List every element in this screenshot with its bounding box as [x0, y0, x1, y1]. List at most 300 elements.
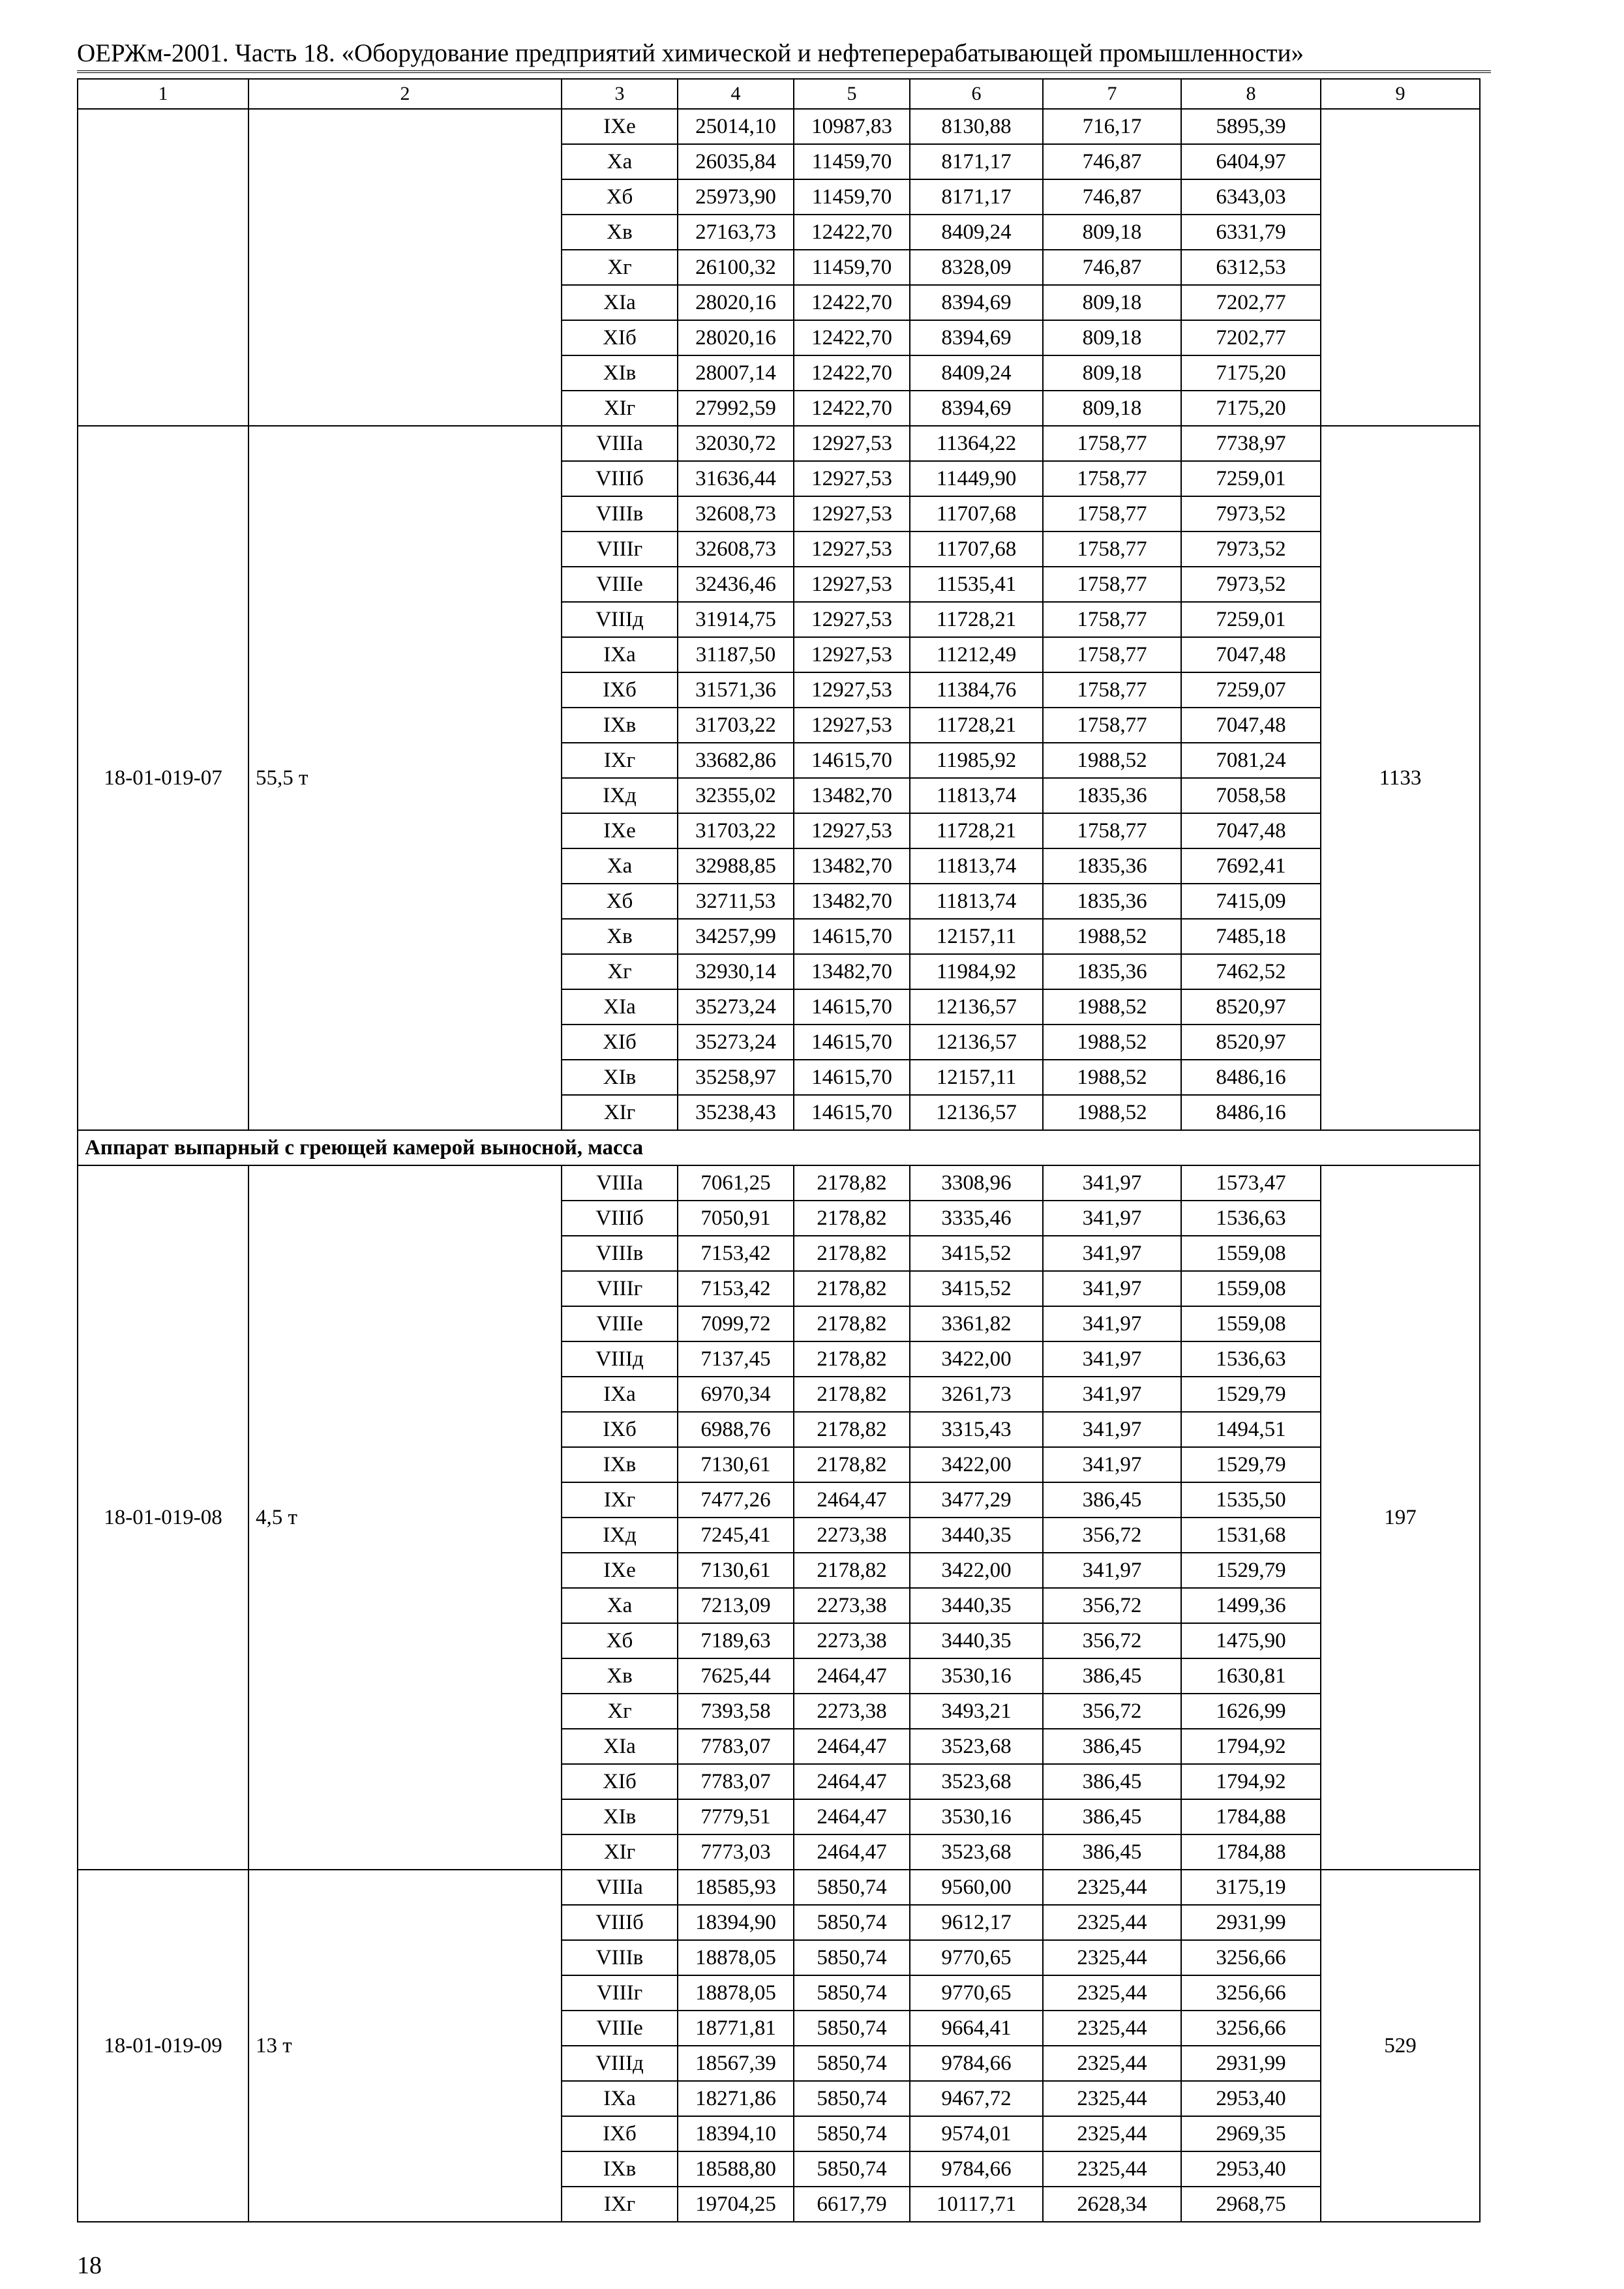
value-cell: 7137,45 [678, 1341, 794, 1377]
zone-cell: VIIIe [562, 2011, 678, 2046]
value-cell: 28020,16 [678, 320, 794, 355]
value-cell: 1494,51 [1181, 1412, 1321, 1447]
value-cell: 5850,74 [794, 1870, 910, 1905]
value-cell: 3261,73 [910, 1377, 1043, 1412]
value-cell: 18585,93 [678, 1870, 794, 1905]
code-cell [78, 109, 248, 426]
value-cell: 28007,14 [678, 355, 794, 391]
table-row [78, 1165, 1480, 1201]
value-cell: 11728,21 [910, 602, 1043, 637]
value-cell: 9612,17 [910, 1905, 1043, 1940]
zone-cell: VIIIa [562, 1870, 678, 1905]
value-cell: 27992,59 [678, 391, 794, 426]
zone-cell: Xa [562, 144, 678, 179]
value-cell: 32930,14 [678, 954, 794, 989]
value-cell: 11985,92 [910, 743, 1043, 778]
column-number: 7 [1043, 79, 1181, 109]
value-cell: 7692,41 [1181, 848, 1321, 884]
zone-cell: VIIIд [562, 2046, 678, 2081]
value-cell: 33682,86 [678, 743, 794, 778]
zone-cell: IXe [562, 813, 678, 848]
value-cell: 1988,52 [1043, 919, 1181, 954]
value-cell: 809,18 [1043, 285, 1181, 320]
value-cell: 12927,53 [794, 672, 910, 708]
zone-cell: Xб [562, 1623, 678, 1658]
value-cell: 3422,00 [910, 1341, 1043, 1377]
value-cell: 1784,88 [1181, 1834, 1321, 1870]
zone-cell: IXa [562, 2081, 678, 2116]
value-cell: 7773,03 [678, 1834, 794, 1870]
value-cell: 2325,44 [1043, 2011, 1181, 2046]
value-cell: 5850,74 [794, 2081, 910, 2116]
zone-cell: IXв [562, 708, 678, 743]
value-cell: 2178,82 [794, 1341, 910, 1377]
value-cell: 341,97 [1043, 1412, 1181, 1447]
value-cell: 9664,41 [910, 2011, 1043, 2046]
value-cell: 5850,74 [794, 2116, 910, 2151]
value-cell: 11813,74 [910, 884, 1043, 919]
value-cell: 31914,75 [678, 602, 794, 637]
value-cell: 386,45 [1043, 1834, 1181, 1870]
value-cell: 1630,81 [1181, 1658, 1321, 1694]
value-cell: 1835,36 [1043, 778, 1181, 813]
table-row [78, 109, 1480, 144]
value-cell: 1758,77 [1043, 672, 1181, 708]
value-cell: 1835,36 [1043, 884, 1181, 919]
value-cell: 34257,99 [678, 919, 794, 954]
zone-cell: IXe [562, 1553, 678, 1588]
zone-cell: VIIIд [562, 602, 678, 637]
value-cell: 3415,52 [910, 1271, 1043, 1306]
zone-cell: IXг [562, 2187, 678, 2222]
value-cell: 12927,53 [794, 602, 910, 637]
value-cell: 3440,35 [910, 1588, 1043, 1623]
value-cell: 3256,66 [1181, 2011, 1321, 2046]
value-cell: 2464,47 [794, 1764, 910, 1799]
value-cell: 746,87 [1043, 144, 1181, 179]
zone-cell: IXг [562, 1482, 678, 1518]
value-cell: 1529,79 [1181, 1377, 1321, 1412]
page-number: 18 [77, 2252, 102, 2279]
value-cell: 341,97 [1043, 1377, 1181, 1412]
zone-cell: VIIIe [562, 567, 678, 602]
value-cell: 13482,70 [794, 848, 910, 884]
value-cell: 11449,90 [910, 461, 1043, 496]
value-cell: 26035,84 [678, 144, 794, 179]
zone-cell: Xв [562, 919, 678, 954]
value-cell: 7061,25 [678, 1165, 794, 1201]
value-cell: 3315,43 [910, 1412, 1043, 1447]
value-cell: 341,97 [1043, 1201, 1181, 1236]
value-cell: 1475,90 [1181, 1623, 1321, 1658]
value-cell: 7259,01 [1181, 461, 1321, 496]
value-cell: 12422,70 [794, 391, 910, 426]
value-cell: 3308,96 [910, 1165, 1043, 1201]
value-cell: 11707,68 [910, 531, 1043, 567]
value-cell: 2325,44 [1043, 1940, 1181, 1975]
value-cell: 3440,35 [910, 1518, 1043, 1553]
price-table [77, 78, 1481, 2222]
zone-cell: VIIIa [562, 1165, 678, 1201]
value-cell: 8394,69 [910, 285, 1043, 320]
column-number: 1 [78, 79, 248, 109]
table-row [78, 1870, 1480, 1905]
value-cell: 341,97 [1043, 1553, 1181, 1588]
value-cell: 12927,53 [794, 496, 910, 531]
value-cell: 12927,53 [794, 637, 910, 672]
value-cell: 7202,77 [1181, 320, 1321, 355]
value-cell: 32988,85 [678, 848, 794, 884]
value-cell: 12157,11 [910, 919, 1043, 954]
zone-cell: IXв [562, 1447, 678, 1482]
document-header: ОЕРЖм-2001. Часть 18. «Оборудование предприятий химической и нефтеперерабатывающей промышленности» [77, 38, 1491, 73]
value-cell: 8171,17 [910, 179, 1043, 215]
value-cell: 7973,52 [1181, 531, 1321, 567]
value-cell: 3493,21 [910, 1694, 1043, 1729]
column-number: 9 [1321, 79, 1480, 109]
value-cell: 1988,52 [1043, 743, 1181, 778]
value-cell: 2178,82 [794, 1553, 910, 1588]
zone-cell: VIIIв [562, 1940, 678, 1975]
value-cell: 35273,24 [678, 1025, 794, 1060]
value-cell: 7202,77 [1181, 285, 1321, 320]
value-cell: 3530,16 [910, 1658, 1043, 1694]
value-cell: 809,18 [1043, 215, 1181, 250]
value-cell: 5850,74 [794, 1975, 910, 2011]
mass-cell: 4,5 т [248, 1165, 562, 1870]
value-cell: 1794,92 [1181, 1729, 1321, 1764]
value-cell: 8409,24 [910, 355, 1043, 391]
value-cell: 25014,10 [678, 109, 794, 144]
zone-cell: VIIIг [562, 1271, 678, 1306]
value-cell: 14615,70 [794, 989, 910, 1025]
zone-cell: XIa [562, 989, 678, 1025]
value-cell: 3422,00 [910, 1553, 1043, 1588]
value-cell: 7099,72 [678, 1306, 794, 1341]
value-cell: 7783,07 [678, 1764, 794, 1799]
value-cell: 1531,68 [1181, 1518, 1321, 1553]
value-cell: 3477,29 [910, 1482, 1043, 1518]
value-cell: 3415,52 [910, 1236, 1043, 1271]
zone-cell: XIб [562, 1025, 678, 1060]
value-cell: 2464,47 [794, 1482, 910, 1518]
zone-cell: XIг [562, 1095, 678, 1130]
value-cell: 2178,82 [794, 1165, 910, 1201]
value-cell: 8328,09 [910, 250, 1043, 285]
value-cell: 1758,77 [1043, 637, 1181, 672]
value-cell: 13482,70 [794, 884, 910, 919]
value-cell: 12927,53 [794, 567, 910, 602]
zone-cell: Xг [562, 954, 678, 989]
zone-cell: IXa [562, 1377, 678, 1412]
value-cell: 1758,77 [1043, 708, 1181, 743]
mass-cell: 55,5 т [248, 426, 562, 1130]
zone-cell: XIa [562, 285, 678, 320]
value-cell: 1835,36 [1043, 848, 1181, 884]
value-cell: 18394,10 [678, 2116, 794, 2151]
value-cell: 1784,88 [1181, 1799, 1321, 1834]
value-cell: 9574,01 [910, 2116, 1043, 2151]
value-cell: 356,72 [1043, 1623, 1181, 1658]
value-cell: 2464,47 [794, 1799, 910, 1834]
col9-cell: 1133 [1321, 426, 1480, 1130]
zone-cell: XIв [562, 1060, 678, 1095]
value-cell: 5850,74 [794, 2151, 910, 2187]
value-cell: 9467,72 [910, 2081, 1043, 2116]
value-cell: 9770,65 [910, 1940, 1043, 1975]
value-cell: 386,45 [1043, 1729, 1181, 1764]
zone-cell: XIa [562, 1729, 678, 1764]
value-cell: 2464,47 [794, 1658, 910, 1694]
zone-cell: VIIIa [562, 426, 678, 461]
value-cell: 2178,82 [794, 1271, 910, 1306]
table-row [78, 426, 1480, 461]
value-cell: 35273,24 [678, 989, 794, 1025]
value-cell: 8171,17 [910, 144, 1043, 179]
value-cell: 11364,22 [910, 426, 1043, 461]
zone-cell: Xa [562, 848, 678, 884]
value-cell: 32436,46 [678, 567, 794, 602]
zone-cell: VIIIг [562, 531, 678, 567]
value-cell: 386,45 [1043, 1799, 1181, 1834]
value-cell: 12927,53 [794, 426, 910, 461]
value-cell: 11728,21 [910, 708, 1043, 743]
code-cell: 18-01-019-09 [78, 1870, 248, 2222]
value-cell: 7973,52 [1181, 567, 1321, 602]
value-cell: 3361,82 [910, 1306, 1043, 1341]
value-cell: 7783,07 [678, 1729, 794, 1764]
value-cell: 7189,63 [678, 1623, 794, 1658]
value-cell: 2178,82 [794, 1306, 910, 1341]
value-cell: 1988,52 [1043, 989, 1181, 1025]
zone-cell: IXв [562, 2151, 678, 2187]
value-cell: 7175,20 [1181, 391, 1321, 426]
code-cell: 18-01-019-08 [78, 1165, 248, 1870]
value-cell: 2464,47 [794, 1729, 910, 1764]
value-cell: 6970,34 [678, 1377, 794, 1412]
value-cell: 7462,52 [1181, 954, 1321, 989]
value-cell: 12136,57 [910, 1095, 1043, 1130]
value-cell: 7153,42 [678, 1236, 794, 1271]
value-cell: 3530,16 [910, 1799, 1043, 1834]
value-cell: 26100,32 [678, 250, 794, 285]
value-cell: 2273,38 [794, 1518, 910, 1553]
value-cell: 11813,74 [910, 848, 1043, 884]
value-cell: 6312,53 [1181, 250, 1321, 285]
zone-cell: IXб [562, 672, 678, 708]
zone-cell: IXa [562, 637, 678, 672]
value-cell: 11459,70 [794, 179, 910, 215]
value-cell: 341,97 [1043, 1236, 1181, 1271]
zone-cell: Xв [562, 215, 678, 250]
value-cell: 7973,52 [1181, 496, 1321, 531]
value-cell: 341,97 [1043, 1165, 1181, 1201]
zone-cell: IXд [562, 1518, 678, 1553]
zone-cell: VIIIб [562, 1201, 678, 1236]
value-cell: 3256,66 [1181, 1975, 1321, 2011]
col9-cell [1321, 109, 1480, 426]
mass-cell [248, 109, 562, 426]
value-cell: 11459,70 [794, 144, 910, 179]
value-cell: 1758,77 [1043, 602, 1181, 637]
value-cell: 746,87 [1043, 250, 1181, 285]
value-cell: 6617,79 [794, 2187, 910, 2222]
value-cell: 2273,38 [794, 1588, 910, 1623]
value-cell: 1626,99 [1181, 1694, 1321, 1729]
value-cell: 11984,92 [910, 954, 1043, 989]
value-cell: 10987,83 [794, 109, 910, 144]
value-cell: 12927,53 [794, 461, 910, 496]
zone-cell: IXб [562, 2116, 678, 2151]
value-cell: 19704,25 [678, 2187, 794, 2222]
value-cell: 7259,07 [1181, 672, 1321, 708]
value-cell: 2968,75 [1181, 2187, 1321, 2222]
zone-cell: VIIIв [562, 496, 678, 531]
value-cell: 1835,36 [1043, 954, 1181, 989]
value-cell: 28020,16 [678, 285, 794, 320]
value-cell: 2325,44 [1043, 1975, 1181, 2011]
col9-cell: 197 [1321, 1165, 1480, 1870]
zone-cell: IXд [562, 778, 678, 813]
value-cell: 14615,70 [794, 919, 910, 954]
value-cell: 9770,65 [910, 1975, 1043, 2011]
value-cell: 1536,63 [1181, 1341, 1321, 1377]
value-cell: 18394,90 [678, 1905, 794, 1940]
value-cell: 8130,88 [910, 109, 1043, 144]
value-cell: 7130,61 [678, 1447, 794, 1482]
zone-cell: VIIIб [562, 461, 678, 496]
value-cell: 32608,73 [678, 531, 794, 567]
value-cell: 11212,49 [910, 637, 1043, 672]
value-cell: 18271,86 [678, 2081, 794, 2116]
value-cell: 1535,50 [1181, 1482, 1321, 1518]
table-body [78, 79, 1480, 2222]
zone-cell: XIг [562, 1834, 678, 1870]
value-cell: 3256,66 [1181, 1940, 1321, 1975]
value-cell: 11459,70 [794, 250, 910, 285]
value-cell: 3523,68 [910, 1764, 1043, 1799]
value-cell: 12422,70 [794, 285, 910, 320]
value-cell: 7415,09 [1181, 884, 1321, 919]
zone-cell: Xг [562, 250, 678, 285]
zone-cell: VIIIб [562, 1905, 678, 1940]
value-cell: 341,97 [1043, 1271, 1181, 1306]
value-cell: 8520,97 [1181, 989, 1321, 1025]
section-title: Аппарат выпарный с греющей камерой выносной, масса [78, 1130, 1480, 1165]
value-cell: 1758,77 [1043, 496, 1181, 531]
value-cell: 2178,82 [794, 1377, 910, 1412]
value-cell: 14615,70 [794, 743, 910, 778]
value-cell: 2953,40 [1181, 2151, 1321, 2187]
value-cell: 10117,71 [910, 2187, 1043, 2222]
zone-cell: Xв [562, 1658, 678, 1694]
value-cell: 809,18 [1043, 320, 1181, 355]
value-cell: 7213,09 [678, 1588, 794, 1623]
value-cell: 7245,41 [678, 1518, 794, 1553]
value-cell: 5850,74 [794, 2011, 910, 2046]
value-cell: 12422,70 [794, 355, 910, 391]
value-cell: 8486,16 [1181, 1095, 1321, 1130]
value-cell: 12927,53 [794, 813, 910, 848]
value-cell: 18771,81 [678, 2011, 794, 2046]
code-cell: 18-01-019-07 [78, 426, 248, 1130]
value-cell: 2325,44 [1043, 2151, 1181, 2187]
value-cell: 11707,68 [910, 496, 1043, 531]
value-cell: 809,18 [1043, 355, 1181, 391]
zone-cell: XIб [562, 1764, 678, 1799]
col9-cell: 529 [1321, 1870, 1480, 2222]
value-cell: 7259,01 [1181, 602, 1321, 637]
value-cell: 31571,36 [678, 672, 794, 708]
value-cell: 2178,82 [794, 1201, 910, 1236]
value-cell: 341,97 [1043, 1447, 1181, 1482]
column-number: 8 [1181, 79, 1321, 109]
value-cell: 14615,70 [794, 1025, 910, 1060]
value-cell: 7047,48 [1181, 637, 1321, 672]
value-cell: 9560,00 [910, 1870, 1043, 1905]
value-cell: 2628,34 [1043, 2187, 1181, 2222]
zone-cell: IXг [562, 743, 678, 778]
value-cell: 746,87 [1043, 179, 1181, 215]
value-cell: 7393,58 [678, 1694, 794, 1729]
value-cell: 12422,70 [794, 320, 910, 355]
value-cell: 2931,99 [1181, 2046, 1321, 2081]
value-cell: 9784,66 [910, 2046, 1043, 2081]
value-cell: 7153,42 [678, 1271, 794, 1306]
value-cell: 1758,77 [1043, 813, 1181, 848]
value-cell: 18878,05 [678, 1975, 794, 2011]
value-cell: 11535,41 [910, 567, 1043, 602]
value-cell: 14615,70 [794, 1060, 910, 1095]
value-cell: 13482,70 [794, 954, 910, 989]
value-cell: 18567,39 [678, 2046, 794, 2081]
value-cell: 14615,70 [794, 1095, 910, 1130]
value-cell: 386,45 [1043, 1764, 1181, 1799]
value-cell: 1529,79 [1181, 1553, 1321, 1588]
value-cell: 1988,52 [1043, 1060, 1181, 1095]
value-cell: 8520,97 [1181, 1025, 1321, 1060]
zone-cell: Xг [562, 1694, 678, 1729]
value-cell: 11813,74 [910, 778, 1043, 813]
value-cell: 5895,39 [1181, 109, 1321, 144]
value-cell: 6404,97 [1181, 144, 1321, 179]
column-number: 2 [248, 79, 562, 109]
value-cell: 386,45 [1043, 1658, 1181, 1694]
column-number: 6 [910, 79, 1043, 109]
value-cell: 2178,82 [794, 1412, 910, 1447]
value-cell: 11384,76 [910, 672, 1043, 708]
column-number-row [78, 79, 1480, 109]
value-cell: 32608,73 [678, 496, 794, 531]
value-cell: 7081,24 [1181, 743, 1321, 778]
value-cell: 3440,35 [910, 1623, 1043, 1658]
value-cell: 8394,69 [910, 391, 1043, 426]
value-cell: 12422,70 [794, 215, 910, 250]
value-cell: 2325,44 [1043, 2116, 1181, 2151]
value-cell: 11728,21 [910, 813, 1043, 848]
value-cell: 2325,44 [1043, 1905, 1181, 1940]
value-cell: 3523,68 [910, 1729, 1043, 1764]
zone-cell: VIIIг [562, 1975, 678, 2011]
mass-cell: 13 т [248, 1870, 562, 2222]
zone-cell: IXб [562, 1412, 678, 1447]
value-cell: 1758,77 [1043, 531, 1181, 567]
value-cell: 809,18 [1043, 391, 1181, 426]
value-cell: 7047,48 [1181, 813, 1321, 848]
value-cell: 6331,79 [1181, 215, 1321, 250]
value-cell: 32030,72 [678, 426, 794, 461]
value-cell: 12927,53 [794, 708, 910, 743]
